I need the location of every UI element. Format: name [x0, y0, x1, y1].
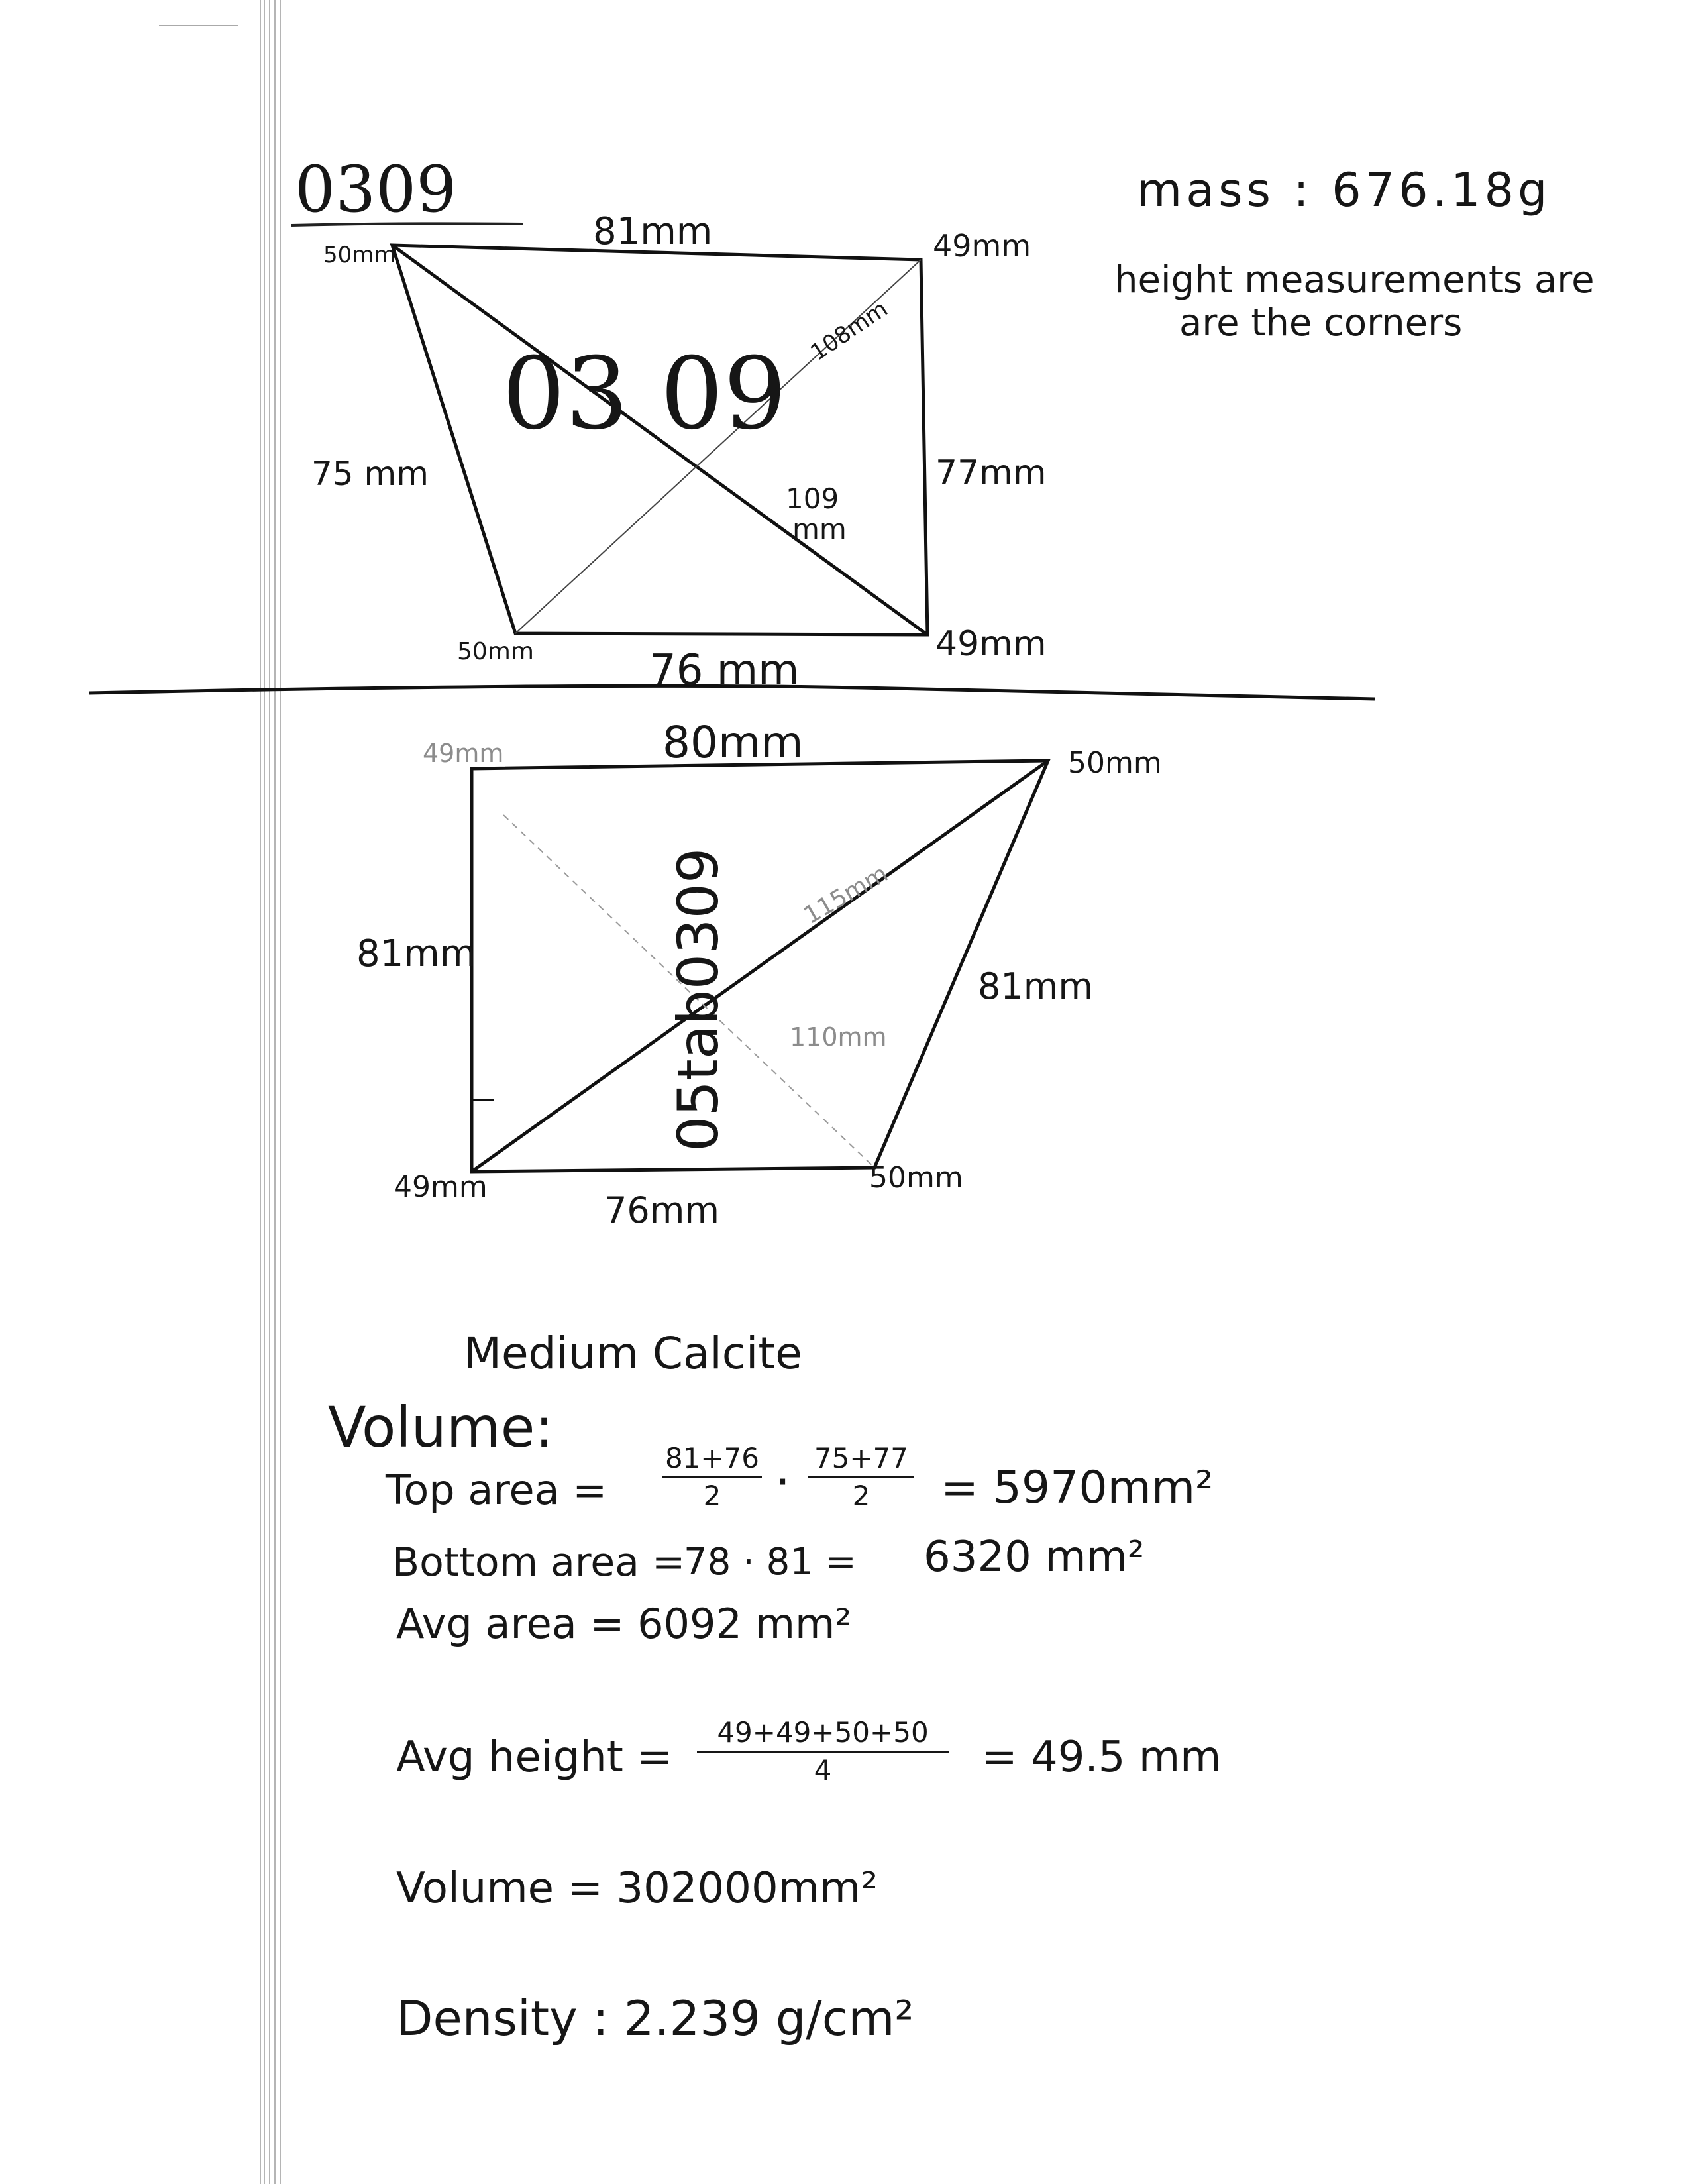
corner-height-tr: 49mm: [933, 228, 1031, 264]
bottom-right-edge-length: 81mm: [978, 965, 1093, 1007]
multiply-dot: ·: [775, 1454, 790, 1509]
bottom-top-edge-length: 80mm: [662, 717, 804, 768]
top-area-fraction-2: [808, 1442, 914, 1512]
top-face-label: 03 09: [502, 337, 787, 452]
corner-height-bl: 50mm: [457, 638, 534, 665]
height-note-line1: height measurements are: [1114, 258, 1595, 301]
corner-height-br: 49mm: [935, 624, 1047, 664]
top-area-result: = 5970mm²: [941, 1462, 1214, 1514]
avg-area: Avg area = 6092 mm²: [396, 1600, 852, 1648]
bottom-face-label: 05tab0309: [666, 847, 731, 1152]
avg-height-result: = 49.5 mm: [982, 1733, 1222, 1782]
volume-heading: Volume:: [328, 1395, 554, 1460]
bottom-area-result: 6320 mm²: [923, 1533, 1145, 1582]
right-edge-length: 77mm: [935, 453, 1047, 493]
height-note-line2: are the corners: [1179, 301, 1463, 345]
bottom-corner-height-br: 50mm: [869, 1161, 963, 1195]
density-result: Density : 2.239 g/cm²: [396, 1991, 914, 2046]
avg-height-numerator: 49+49+50+50: [717, 1716, 929, 1749]
bottom-area-expression: 78 · 81 =: [684, 1541, 857, 1584]
top-area-fraction-1-numerator: 81+76: [664, 1442, 760, 1474]
bottom-bottom-edge-length: 76mm: [604, 1189, 719, 1231]
rock-type: Medium Calcite: [464, 1328, 802, 1379]
top-area-fraction-1-denominator: 2: [703, 1480, 721, 1512]
avg-height-denominator: 4: [814, 1754, 832, 1786]
top-area-fraction-1: [662, 1442, 762, 1512]
diagonal-b-length-line2: mm: [792, 513, 847, 545]
left-edge-length: 75 mm: [311, 455, 429, 493]
top-edge-length: 81mm: [593, 210, 713, 253]
top-area-label: Top area =: [386, 1466, 607, 1514]
corner-height-tl: 50mm: [323, 242, 396, 268]
avg-height-fraction: [697, 1716, 949, 1786]
diagonal-b-length-line1: 109: [786, 482, 839, 515]
bottom-area-label: Bottom area =: [392, 1539, 686, 1586]
bottom-diagonal-b-length: 110mm: [790, 1022, 887, 1052]
diagonal-a-length: 108mm: [806, 296, 893, 366]
volume-result: Volume = 302000mm²: [396, 1864, 878, 1913]
bottom-edge-length: 76 mm: [649, 646, 800, 695]
avg-height-label: Avg height =: [396, 1733, 672, 1782]
bottom-diagonal-a-length: 115mm: [799, 859, 893, 930]
top-area-fraction-2-denominator: 2: [852, 1480, 870, 1512]
bottom-corner-height-bl: 49mm: [394, 1170, 488, 1204]
mass-note: mass : 676.18g: [1137, 163, 1552, 217]
bottom-corner-height-tl: 49mm: [423, 739, 504, 768]
bottom-left-edge-length: 81mm: [356, 932, 476, 975]
top-area-fraction-2-numerator: 75+77: [814, 1442, 909, 1474]
bottom-corner-height-tr: 50mm: [1068, 746, 1162, 780]
sample-id: 0309: [295, 152, 457, 227]
